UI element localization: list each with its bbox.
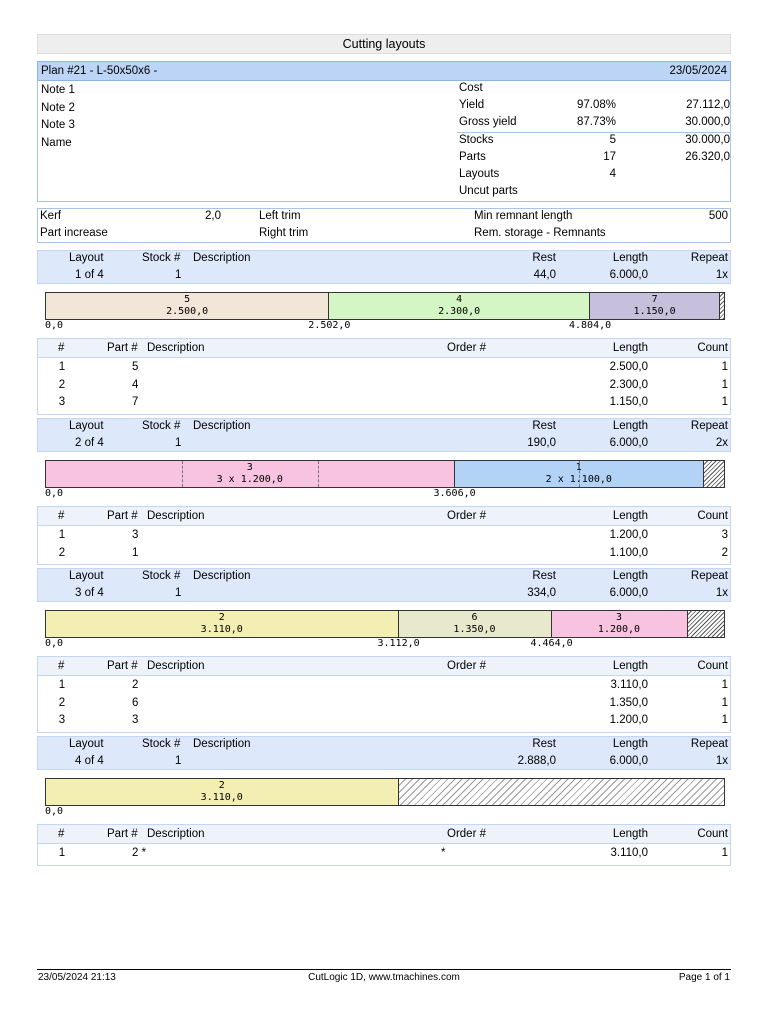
plan-header [37,61,731,81]
cutting-bar [45,460,725,488]
min-remnant-label: Min remnant length [474,210,573,222]
layout-header [37,418,731,452]
order-col-label: Order # [447,828,486,840]
parts-list-header [37,338,731,358]
row-part: 2 [132,679,139,691]
bar-position-mark: 4.464,0 [530,638,573,649]
row-number: 3 [58,714,66,726]
bar-position-mark: 0,0 [45,806,64,817]
segment-size: 2.300,0 [438,306,481,317]
bar-segment-part-5 [46,293,329,319]
min-remnant-value: 500 [708,210,728,222]
summary-gross-value: 30.000,0 [685,116,730,128]
bar-position-mark: 3.606,0 [433,488,476,499]
row-count: 1 [721,696,728,709]
row-number: 2 [58,378,66,391]
count-col-label: Count [697,828,728,840]
layout-repeat: 1x [715,587,728,599]
bar-position-mark: 0,0 [45,488,64,499]
parts-list [37,358,731,415]
row-number: 1 [58,679,66,691]
length-col-label: Length [612,342,648,354]
bar-position-mark: 0,0 [45,638,64,649]
bar-segment-part-3 [46,461,455,487]
length-col-label: Length [612,828,648,840]
table-row [38,547,730,564]
length-col-label: Length [612,570,648,582]
layout-stock: 1 [175,587,182,599]
count-col-label: Count [697,342,728,354]
kerf-value: 2,0 [205,210,221,222]
segment-part-number: 7 [651,294,658,305]
footer-page: Page 1 of 1 [678,972,730,983]
bar-position-mark: 0,0 [45,320,64,331]
row-part: 3 [132,529,139,541]
segment-size: 1.350,0 [453,624,496,635]
parts-list [37,526,731,565]
note-3: Note 3 [41,119,75,131]
summary-stocks-label: Stocks [459,134,494,146]
bar-segment-part-4 [329,293,590,319]
summary-stocks-value: 30.000,0 [685,134,730,146]
stock-col-label: Stock # [142,252,181,264]
row-number: 1 [58,529,66,541]
table-row [38,529,730,546]
row-length: 3.110,0 [610,847,648,859]
layout-index: 3 of 4 [75,587,104,599]
row-length: 1.200,0 [609,714,648,726]
repeat-col-label: Repeat [690,252,728,264]
bar-segment-part-7 [590,293,720,319]
row-part: 5 [132,361,139,373]
summary-layouts-count: 4 [609,168,616,180]
row-part: 2 * [132,847,147,859]
kerf-label: Kerf [40,210,62,222]
segment-part-number: 4 [456,294,463,305]
bar-position-mark: 2.502,0 [308,320,351,331]
row-count: 3 [721,529,728,541]
summary-divider [457,132,730,133]
segment-part-number: 1 [575,462,582,473]
cutting-bar [45,778,725,806]
summary-yield-pct: 97.08% [576,99,616,111]
segment-part-number: 3 [246,462,253,473]
cutting-bar [45,610,725,638]
page-title: Cutting layouts [37,34,731,54]
bar-position-mark: 4.804,0 [569,320,612,331]
parts-list [37,676,731,733]
parts-list-header [37,656,731,676]
parts-list-header [37,824,731,844]
layout-repeat: 2x [715,437,728,449]
layout-index: 2 of 4 [75,437,104,449]
segment-part-number: 5 [184,294,191,305]
row-count: 1 [721,847,728,859]
layout-col-label: Layout [69,252,104,264]
row-length: 1.100,0 [609,546,648,559]
order-col-label: Order # [447,660,486,672]
left-trim-label: Left trim [259,210,301,222]
table-row [38,714,730,731]
layout-rest: 190,0 [527,437,556,449]
segment-size: 2.500,0 [166,306,209,317]
order-col-label: Order # [447,342,486,354]
repeat-col-label: Repeat [690,738,728,750]
count-col-label: Count [697,510,728,522]
bar-segment-part-2 [46,779,399,805]
num-col-label: # [58,660,65,672]
notes [41,82,75,152]
row-count: 1 [721,714,728,726]
summary-yield-label: Yield [459,99,485,111]
layout-col-label: Layout [69,570,104,582]
summary-stocks-count: 5 [609,134,616,146]
table-row [38,361,730,378]
description-col-label: Description [147,342,205,354]
summary-parts-label: Parts [459,151,486,163]
plan-title: Plan #21 - L-50x50x6 - [41,65,158,77]
summary-layouts-label: Layouts [459,168,500,180]
layout-stock: 1 [175,755,182,767]
row-length: 1.200,0 [609,529,648,541]
length-col-label: Length [612,738,648,750]
parts-list [37,844,731,866]
summary-uncut-label: Uncut parts [459,185,518,197]
segment-part-number: 3 [615,612,623,623]
note-1: Note 1 [41,84,75,96]
layout-repeat: 1x [715,755,728,767]
table-row [38,697,730,714]
row-part: 3 [132,714,139,726]
table-row [38,847,730,864]
segment-part-number: 2 [218,612,225,623]
rest-col-label: Rest [532,738,556,750]
description-col-label: Description [193,570,251,582]
segment-divider [579,461,580,487]
layout-rest: 334,0 [527,587,556,599]
num-col-label: # [58,510,65,522]
segment-size: 3.110,0 [200,624,243,635]
stock-col-label: Stock # [142,420,181,432]
num-col-label: # [58,342,65,354]
layout-rest: 2.888,0 [517,755,556,767]
part-col-label: Part # [107,342,138,354]
table-row [38,396,730,413]
segment-divider [318,461,319,487]
summary-parts-value: 26.320,0 [685,151,730,163]
row-number: 3 [58,396,66,408]
description-col-label: Description [147,660,205,672]
layout-length: 6.000,0 [609,587,648,599]
stock-col-label: Stock # [142,570,181,582]
layout-col-label: Layout [69,738,104,750]
length-col-label: Length [612,660,648,672]
row-number: 2 [58,696,66,709]
rest-col-label: Rest [532,252,556,264]
description-col-label: Description [193,252,251,264]
length-col-label: Length [612,252,648,264]
bar-segment-part-1 [455,461,705,487]
cutting-bar [45,292,725,320]
table-row [38,679,730,696]
footer-divider [37,969,731,970]
note-name: Name [41,136,72,149]
layout-rest: 44,0 [533,269,556,281]
summary-parts-count: 17 [603,151,616,163]
row-length: 3.110,0 [610,679,648,691]
segment-size: 3 x 1.200,0 [216,474,283,485]
bar-segment-part-6 [399,611,552,637]
table-row [38,379,730,396]
bar-position-mark: 3.112,0 [377,638,420,649]
note-2: Note 2 [41,101,75,114]
length-col-label: Length [612,510,648,522]
layout-header [37,736,731,770]
layout-col-label: Layout [69,420,104,432]
layout-length: 6.000,0 [609,437,648,449]
num-col-label: # [58,828,65,840]
layout-length: 6.000,0 [609,269,648,281]
row-part: 6 [132,696,139,709]
length-col-label: Length [612,420,648,432]
row-number: 2 [58,546,66,559]
row-count: 1 [721,396,728,408]
layout-index: 1 of 4 [75,269,104,281]
stock-col-label: Stock # [142,738,181,750]
bar-rest-waste [704,461,724,487]
layout-length: 6.000,0 [609,755,648,767]
segment-size: 2 x 1.100,0 [545,474,612,485]
part-col-label: Part # [107,660,138,672]
segment-part-number: 2 [218,780,225,791]
rest-col-label: Rest [532,570,556,582]
layout-stock: 1 [175,269,182,281]
right-trim-label: Right trim [259,227,309,239]
segment-size: 1.200,0 [597,624,641,635]
repeat-col-label: Repeat [690,420,728,432]
parts-list-header [37,506,731,526]
segment-size: 1.150,0 [633,306,676,317]
segment-part-number: 6 [471,612,478,623]
footer-datetime: 23/05/2024 21:13 [38,972,116,983]
row-number: 1 [58,361,66,373]
description-col-label: Description [193,420,251,432]
summary-gross-pct: 87.73% [576,116,616,128]
bar-rest-waste [399,779,725,805]
bar-rest-waste [720,293,724,319]
row-length: 1.350,0 [609,696,648,709]
row-part: 1 [132,546,139,559]
row-part: 4 [132,378,139,391]
layout-stock: 1 [175,437,182,449]
description-col-label: Description [147,510,205,522]
repeat-col-label: Repeat [690,570,728,582]
segment-size: 3.110,0 [200,792,243,803]
row-length: 2.300,0 [609,378,648,391]
row-length: 1.150,0 [609,396,648,408]
row-count: 1 [721,679,728,691]
rem-storage-label: Rem. storage - Remnants [474,227,606,239]
summary-yield-value: 27.112,0 [686,99,730,111]
layout-index: 4 of 4 [75,755,104,767]
part-col-label: Part # [107,828,138,840]
plan-date: 23/05/2024 [669,65,727,77]
settings-box [37,208,731,243]
row-count: 1 [721,378,728,391]
plan-info [37,80,731,202]
layout-repeat: 1x [715,269,728,281]
row-number: 1 [58,847,66,859]
summary-cost-label: Cost [459,82,483,94]
description-col-label: Description [193,738,251,750]
row-count: 1 [721,361,728,373]
summary-gross-label: Gross yield [459,116,517,128]
bar-segment-part-2 [46,611,399,637]
rest-col-label: Rest [532,420,556,432]
row-order: * [441,847,446,859]
row-length: 2.500,0 [609,361,648,373]
part-col-label: Part # [107,510,138,522]
part-increase-label: Part increase [40,227,108,239]
order-col-label: Order # [447,510,486,522]
row-count: 2 [721,546,728,559]
layout-header [37,568,731,602]
row-part: 7 [132,396,139,408]
footer-app: CutLogic 1D, www.tmachines.com [308,972,460,983]
description-col-label: Description [147,828,205,840]
bar-rest-waste [688,611,725,637]
count-col-label: Count [697,660,728,672]
layout-header [37,250,731,284]
bar-segment-part-3 [552,611,688,637]
segment-divider [182,461,183,487]
